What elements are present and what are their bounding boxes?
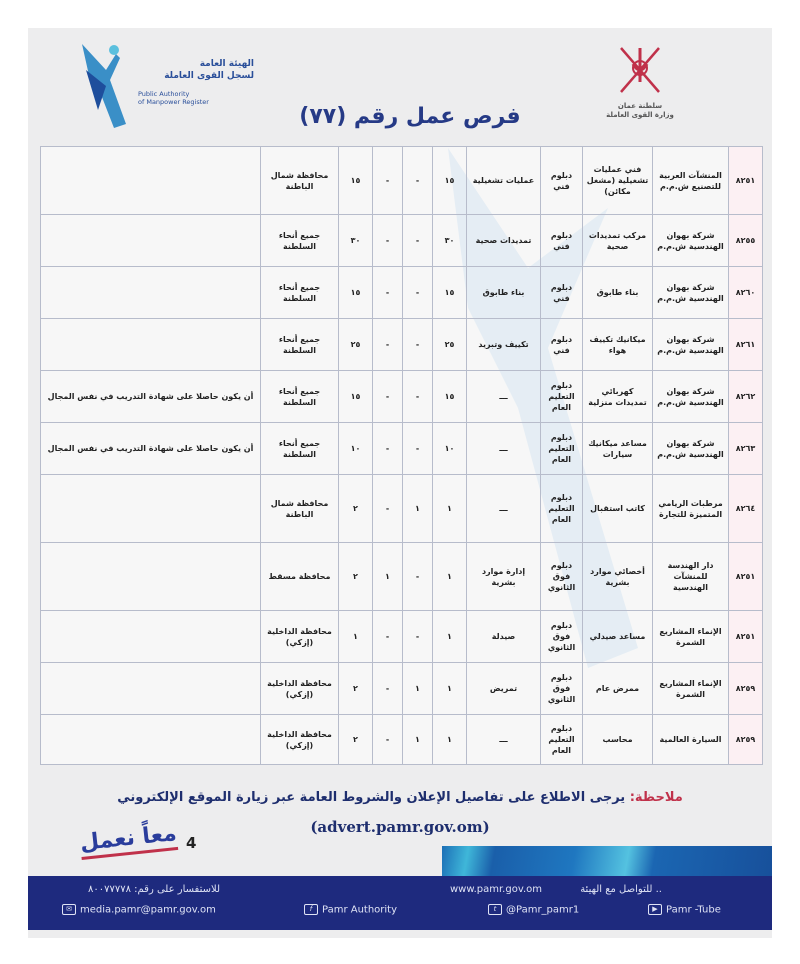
note-bar: [28, 790, 772, 805]
company-name-cell: شركة بهوان الهندسية ش.م.م: [653, 319, 729, 371]
specialization-cell: صيدلة: [467, 611, 541, 663]
row-code-cell: ٨٢٦٣: [729, 423, 763, 475]
governorate-cell: محافظة مسقط: [261, 543, 339, 611]
count-cell: ١٥: [433, 147, 467, 215]
specialization-cell: ـــ: [467, 475, 541, 543]
footer: [28, 876, 772, 930]
job-title-cell: أخصائي موارد بشرية: [583, 543, 653, 611]
count-2-cell: -: [403, 267, 433, 319]
row-code-cell: ٨٢٥١: [729, 611, 763, 663]
row-code-cell: ٨٢٥٩: [729, 715, 763, 765]
authority-name-en: Public Authority of Manpower Register: [138, 90, 209, 106]
company-name-cell: الإنماء المشاريع الشمرة: [653, 611, 729, 663]
specialization-cell: تكييف وتبريد: [467, 319, 541, 371]
total-cell: ٢: [339, 475, 373, 543]
count-3-cell: -: [373, 423, 403, 475]
count-2-cell: ١: [403, 475, 433, 543]
table-row: [41, 715, 763, 765]
notes-cell: [41, 611, 261, 663]
count-2-cell: ١: [403, 663, 433, 715]
qualification-cell: دبلوم فوق الثانوي: [541, 663, 583, 715]
notes-cell: [41, 215, 261, 267]
count-2-cell: -: [403, 371, 433, 423]
specialization-cell: تمريض: [467, 663, 541, 715]
count-3-cell: -: [373, 371, 403, 423]
table-row: [41, 543, 763, 611]
notes-cell: [41, 475, 261, 543]
authority-figure-icon: [76, 40, 136, 130]
header: [28, 28, 772, 146]
table-row: [41, 475, 763, 543]
count-cell: ١: [433, 611, 467, 663]
job-title-cell: بناء طابوق: [583, 267, 653, 319]
row-code-cell: ٨٢٥١: [729, 147, 763, 215]
jobs-table: [40, 146, 763, 765]
advert-url-link[interactable]: (advert.pamr.gov.om): [310, 818, 490, 836]
table-row: [41, 611, 763, 663]
governorate-cell: محافظة شمال الباطنة: [261, 475, 339, 543]
count-2-cell: -: [403, 611, 433, 663]
twitter-icon: t: [488, 904, 502, 915]
qualification-cell: دبلوم فوق الثانوي: [541, 543, 583, 611]
ministry-logo: [600, 42, 680, 134]
count-cell: ١٥: [433, 267, 467, 319]
authority-name-ar: الهيئة العامة لسجل القوى العاملة: [164, 59, 254, 81]
company-name-cell: شركة بهوان الهندسية ش.م.م: [653, 215, 729, 267]
row-code-cell: ٨٢٦٢: [729, 371, 763, 423]
slogan-logo: معاً نعمل: [79, 821, 179, 860]
row-code-cell: ٨٢٥٥: [729, 215, 763, 267]
count-cell: ١: [433, 475, 467, 543]
notes-cell: [41, 319, 261, 371]
specialization-cell: ـــ: [467, 423, 541, 475]
email-icon: ✉: [62, 904, 76, 915]
job-title-cell: مساعد صيدلي: [583, 611, 653, 663]
row-code-cell: ٨٢٦١: [729, 319, 763, 371]
job-title-cell: كهربائي تمديدات منزلية: [583, 371, 653, 423]
count-3-cell: -: [373, 267, 403, 319]
total-cell: ١٥: [339, 371, 373, 423]
governorate-cell: محافظة الداخلية (إزكي): [261, 611, 339, 663]
table-row: [41, 371, 763, 423]
qualification-cell: دبلوم فني: [541, 267, 583, 319]
specialization-cell: تمديدات صحية: [467, 215, 541, 267]
youtube-icon: ▶: [648, 904, 662, 915]
row-code-cell: ٨٢٦٤: [729, 475, 763, 543]
specialization-cell: ـــ: [467, 371, 541, 423]
count-cell: ١: [433, 663, 467, 715]
notes-cell: [41, 543, 261, 611]
total-cell: ١: [339, 611, 373, 663]
count-cell: ٣٠: [433, 215, 467, 267]
count-2-cell: -: [403, 147, 433, 215]
table-row: [41, 663, 763, 715]
notes-cell: [41, 715, 261, 765]
count-cell: ١: [433, 543, 467, 611]
count-2-cell: -: [403, 319, 433, 371]
governorate-cell: محافظة الداخلية (إزكي): [261, 715, 339, 765]
ministry-name: سلطنة عمان وزارة القوى العاملة: [606, 102, 674, 119]
qualification-cell: دبلوم التعليم العام: [541, 423, 583, 475]
total-cell: ٢: [339, 715, 373, 765]
count-3-cell: -: [373, 611, 403, 663]
job-title-cell: محاسب: [583, 715, 653, 765]
job-title-cell: مركب تمديدات صحية: [583, 215, 653, 267]
qualification-cell: دبلوم فني: [541, 319, 583, 371]
job-title-cell: ممرض عام: [583, 663, 653, 715]
count-3-cell: ١: [373, 543, 403, 611]
job-title-cell: ميكانيك تكييف هواء: [583, 319, 653, 371]
table-row: [41, 267, 763, 319]
table-row: [41, 147, 763, 215]
notes-cell: أن يكون حاصلا على شهادة التدريب في نفس المجال: [41, 371, 261, 423]
company-name-cell: مرطبات الريامي المتميزة للتجارة: [653, 475, 729, 543]
count-cell: ١٠: [433, 423, 467, 475]
contact-label: للتواصل مع الهيئة ..: [580, 884, 662, 895]
governorate-cell: محافظة شمال الباطنة: [261, 147, 339, 215]
governorate-cell: جميع أنحاء السلطنة: [261, 267, 339, 319]
count-cell: ١٥: [433, 371, 467, 423]
count-3-cell: -: [373, 715, 403, 765]
specialization-cell: بناء طابوق: [467, 267, 541, 319]
job-title-cell: فني عمليات تشغيلية (مشغل مكائن): [583, 147, 653, 215]
youtube-link[interactable]: Pamr -Tube: [666, 904, 721, 916]
page-title: فرص عمل رقم (٧٧): [299, 104, 521, 129]
facebook-icon: f: [304, 904, 318, 915]
company-name-cell: المنشآت العربية للتصنيع ش.م.م: [653, 147, 729, 215]
count-2-cell: -: [403, 215, 433, 267]
row-code-cell: ٨٢٥٩: [729, 663, 763, 715]
governorate-cell: جميع أنحاء السلطنة: [261, 423, 339, 475]
total-cell: ٢: [339, 543, 373, 611]
notes-cell: [41, 147, 261, 215]
note-label: ملاحظة:: [629, 790, 683, 805]
governorate-cell: محافظة الداخلية (إزكي): [261, 663, 339, 715]
company-name-cell: شركة بهوان الهندسية ش.م.م: [653, 267, 729, 319]
row-code-cell: ٨٢٦٠: [729, 267, 763, 319]
twitter-link[interactable]: @Pamr_pamr1: [506, 904, 580, 916]
website-link[interactable]: www.pamr.gov.om: [449, 884, 542, 895]
table-row: [41, 423, 763, 475]
qualification-cell: دبلوم فوق الثانوي: [541, 611, 583, 663]
qualification-cell: دبلوم فني: [541, 147, 583, 215]
inquiries-text: للاستفسار على رقم: ٨٠٠٧٧٧٧٨: [88, 884, 221, 895]
specialization-cell: إدارة موارد بشرية: [467, 543, 541, 611]
count-3-cell: -: [373, 319, 403, 371]
qualification-cell: دبلوم التعليم العام: [541, 715, 583, 765]
qualification-cell: دبلوم التعليم العام: [541, 371, 583, 423]
count-2-cell: -: [403, 423, 433, 475]
company-name-cell: السيارة العالمية: [653, 715, 729, 765]
job-advert-page: [28, 28, 772, 938]
qualification-cell: دبلوم التعليم العام: [541, 475, 583, 543]
count-3-cell: -: [373, 147, 403, 215]
count-2-cell: -: [403, 543, 433, 611]
company-name-cell: الإنماء المشاريع الشمرة: [653, 663, 729, 715]
total-cell: ١٥: [339, 267, 373, 319]
oman-emblem-icon: [615, 42, 665, 98]
count-3-cell: -: [373, 215, 403, 267]
count-3-cell: -: [373, 663, 403, 715]
notes-cell: أن يكون حاصلا على شهادة التدريب في نفس المجال: [41, 423, 261, 475]
notes-cell: [41, 663, 261, 715]
note-text: يرجى الاطلاع على تفاصيل الإعلان والشروط العامة عبر زيارة الموقع الإلكتروني: [117, 790, 626, 805]
total-cell: ١٠: [339, 423, 373, 475]
job-title-cell: مساعد ميكانيك سيارات: [583, 423, 653, 475]
decorative-stripe: [442, 846, 772, 876]
count-cell: ١: [433, 715, 467, 765]
company-name-cell: شركة بهوان الهندسية ش.م.م: [653, 423, 729, 475]
total-cell: ٢: [339, 663, 373, 715]
company-name-cell: دار الهندسة للمنشآت الهندسية: [653, 543, 729, 611]
governorate-cell: جميع أنحاء السلطنة: [261, 215, 339, 267]
governorate-cell: جميع أنحاء السلطنة: [261, 319, 339, 371]
table-row: [41, 319, 763, 371]
qualification-cell: دبلوم فني: [541, 215, 583, 267]
row-code-cell: ٨٢٥١: [729, 543, 763, 611]
page-number: 4: [186, 834, 197, 852]
count-3-cell: -: [373, 475, 403, 543]
facebook-link[interactable]: Pamr Authority: [322, 904, 398, 916]
total-cell: ١٥: [339, 147, 373, 215]
specialization-cell: ـــ: [467, 715, 541, 765]
total-cell: ٢٥: [339, 319, 373, 371]
count-cell: ٢٥: [433, 319, 467, 371]
governorate-cell: جميع أنحاء السلطنة: [261, 371, 339, 423]
table-row: [41, 215, 763, 267]
count-2-cell: ١: [403, 715, 433, 765]
notes-cell: [41, 267, 261, 319]
email-link[interactable]: media.pamr@pamr.gov.om: [80, 904, 216, 916]
authority-logo: [76, 40, 254, 130]
specialization-cell: عمليات تشغيلية: [467, 147, 541, 215]
total-cell: ٣٠: [339, 215, 373, 267]
job-title-cell: كاتب استقبال: [583, 475, 653, 543]
company-name-cell: شركة بهوان الهندسية ش.م.م: [653, 371, 729, 423]
